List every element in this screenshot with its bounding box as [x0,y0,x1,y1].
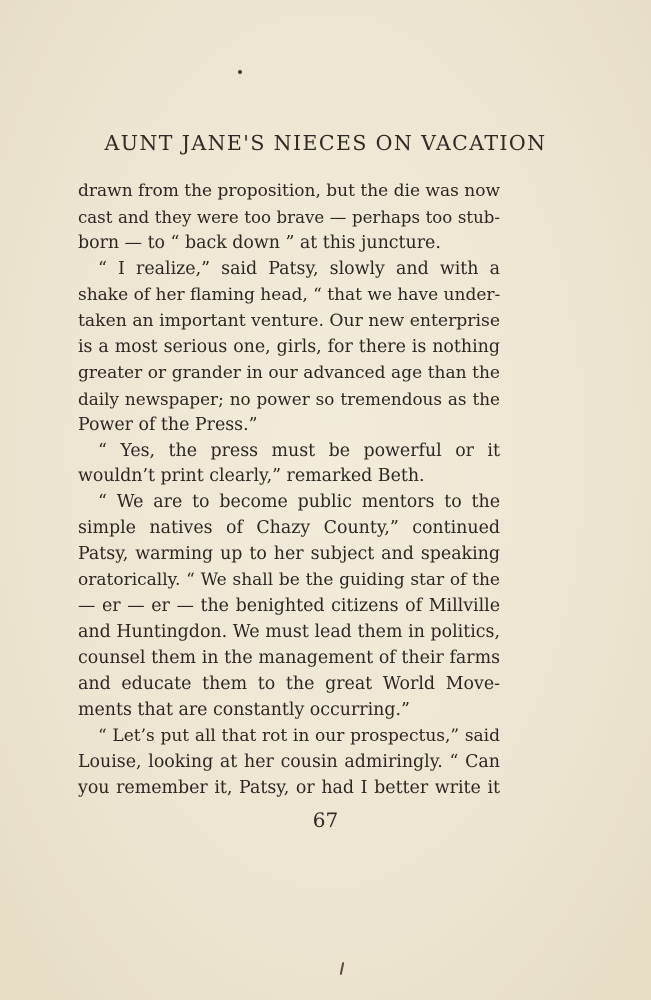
text-line: and Huntingdon. We must lead them in politics, [78,622,500,643]
ink-mark [340,962,345,975]
text-line: taken an important venture. Our new enterprise [78,310,500,331]
text-line: counsel them in the management of their farms [78,648,500,669]
text-line: “ Yes, the press must be powerful or it [98,440,500,461]
text-line: you remember it, Patsy, or had I better write it [78,777,500,798]
body-text [78,179,500,802]
text-line: and educate them to the great World Move- [78,674,500,695]
paragraph [78,724,500,802]
text-line: oratorically. “ We shall be the guiding star of the [78,570,500,591]
text-line: born — to “ back down ” at this juncture. [78,232,441,253]
text-line: cast and they were too brave — perhaps too stub- [78,207,500,227]
text-line: drawn from the proposition, but the die was now [78,181,500,201]
paragraph [78,439,500,491]
text-line: shake of her flaming head, “ that we have under- [78,284,501,305]
text-line: simple natives of Chazy County,” continued [78,518,500,539]
text-line: is a most serious one, girls, for there is nothing [78,336,500,357]
text-line: greater or grander in our advanced age than the [78,362,500,383]
text-line: Power of the Press.” [78,414,258,435]
text-line: “ Let’s put all that rot in our prospectus,” said [98,726,500,747]
text-line: Louise, looking at her cousin admiringly. “ Can [78,751,500,772]
text-line: — er — er — the benighted citizens of Millville [78,596,500,617]
paragraph [78,257,500,439]
ink-speck [238,70,242,74]
text-line: “ I realize,” said Patsy, slowly and with a [98,258,500,279]
text-line: “ We are to become public mentors to the [98,492,500,513]
page-number: 67 [312,808,339,832]
paragraph [78,179,500,257]
text-line: daily newspaper; no power so tremendous as the [78,388,500,409]
paragraph [78,490,500,724]
text-line: ments that are constantly occurring.” [78,700,410,721]
text-line: wouldn’t print clearly,” remarked Beth. [78,466,425,487]
text-line: Patsy, warming up to her subject and speaking [78,544,500,565]
running-header: AUNT JANE'S NIECES ON VACATION [104,131,547,155]
